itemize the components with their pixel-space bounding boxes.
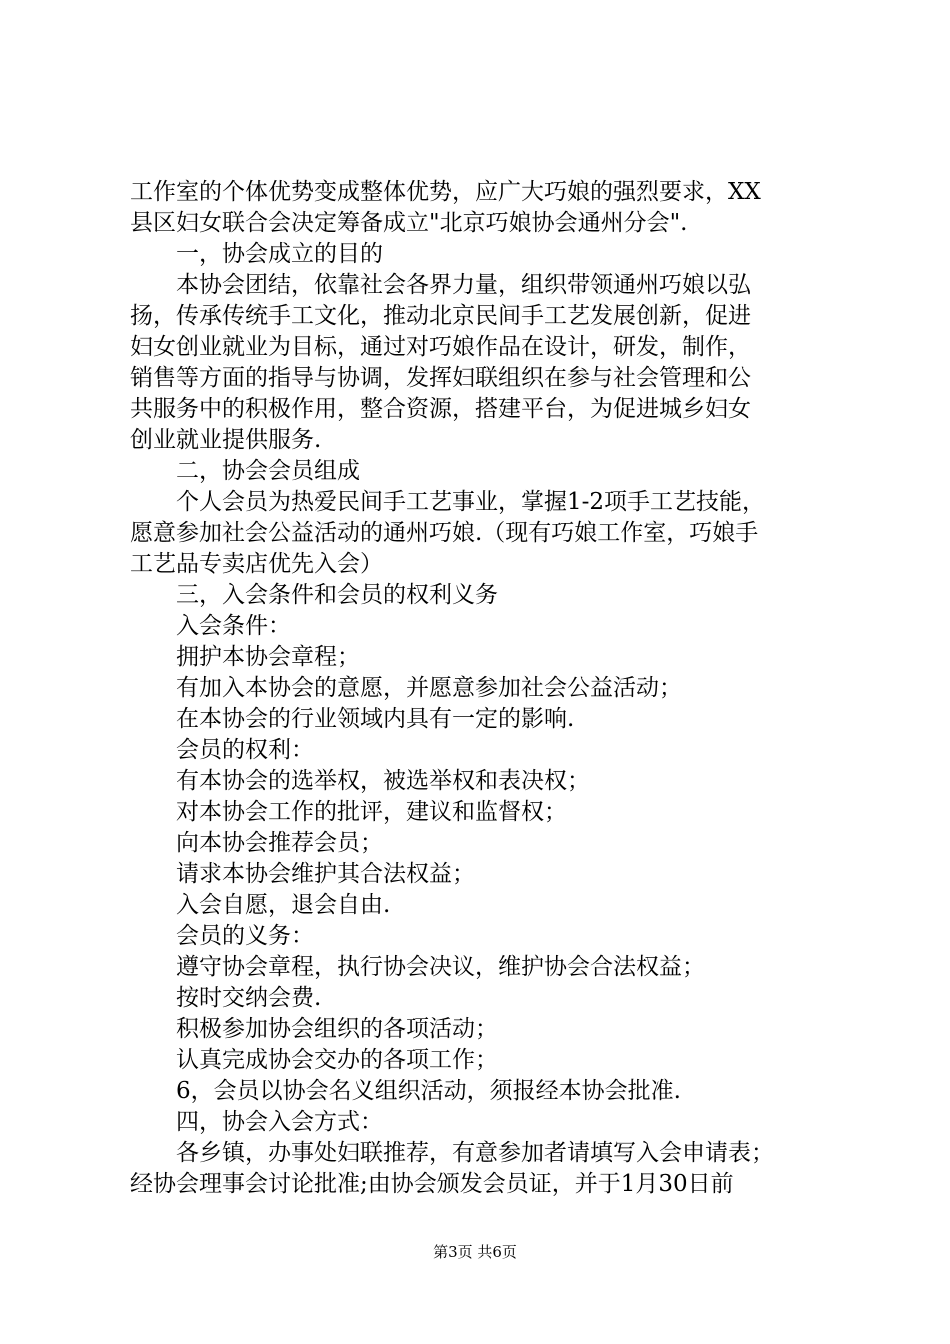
document-line: 县区妇女联合会决定筹备成立"北京巧娘协会通州分会". — [130, 210, 688, 236]
document-line: 工艺品专卖店优先入会） — [130, 551, 383, 577]
document-line: 有本协会的选举权，被选举权和表决权； — [176, 768, 590, 794]
document-line: 对本协会工作的批评，建议和监督权； — [176, 799, 567, 825]
document-line: 销售等方面的指导与协调，发挥妇联组织在参与社会管理和公 — [130, 365, 751, 391]
document-line: 积极参加协会组织的各项活动； — [176, 1016, 498, 1042]
document-line: 三，入会条件和会员的权利义务 — [176, 582, 498, 608]
document-line: 向本协会推荐会员； — [176, 830, 383, 856]
document-line: 拥护本协会章程； — [176, 644, 360, 670]
document-line: 共服务中的积极作用，整合资源，搭建平台，为促进城乡妇女 — [130, 396, 751, 422]
document-line: 遵守协会章程，执行协会决议，维护协会合法权益； — [176, 954, 705, 980]
document-line: 创业就业提供服务. — [130, 427, 322, 453]
document-line: 本协会团结，依靠社会各界力量，组织带领通州巧娘以弘 — [176, 272, 751, 298]
page-footer: 第3页 共6页 — [433, 1243, 517, 1261]
document-line: 经协会理事会讨论批准;由协会颁发会员证，并于1月30日前 — [130, 1171, 734, 1197]
document-line: 6，会员以协会名义组织活动，须报经本协会批准. — [176, 1078, 681, 1104]
document-line: 有加入本协会的意愿，并愿意参加社会公益活动； — [176, 675, 682, 701]
document-line: 入会自愿，退会自由. — [176, 892, 391, 918]
document-line: 二，协会会员组成 — [176, 458, 360, 484]
document-line: 愿意参加社会公益活动的通州巧娘.（现有巧娘工作室，巧娘手 — [130, 520, 759, 546]
document-line: 会员的义务： — [176, 923, 314, 949]
document-body — [130, 177, 830, 1200]
document-line: 妇女创业就业为目标，通过对巧娘作品在设计，研发，制作， — [130, 334, 751, 360]
document-line: 在本协会的行业领域内具有一定的影响. — [176, 706, 575, 732]
document-line: 按时交纳会费. — [176, 985, 322, 1011]
document-line: 认真完成协会交办的各项工作； — [176, 1047, 498, 1073]
document-line: 请求本协会维护其合法权益； — [176, 861, 475, 887]
document-line: 四，协会入会方式： — [176, 1109, 383, 1135]
document-line: 工作室的个体优势变成整体优势，应广大巧娘的强烈要求，XX — [130, 179, 761, 205]
document-line: 会员的权利： — [176, 737, 314, 763]
document-line: 各乡镇，办事处妇联推荐，有意参加者请填写入会申请表； — [176, 1140, 774, 1166]
document-line: 入会条件： — [176, 613, 291, 639]
document-line: 个人会员为热爱民间手工艺事业，掌握1-2项手工艺技能， — [176, 489, 766, 515]
document-line: 扬，传承传统手工文化，推动北京民间手工艺发展创新，促进 — [130, 303, 751, 329]
document-line: 一，协会成立的目的 — [176, 241, 383, 267]
